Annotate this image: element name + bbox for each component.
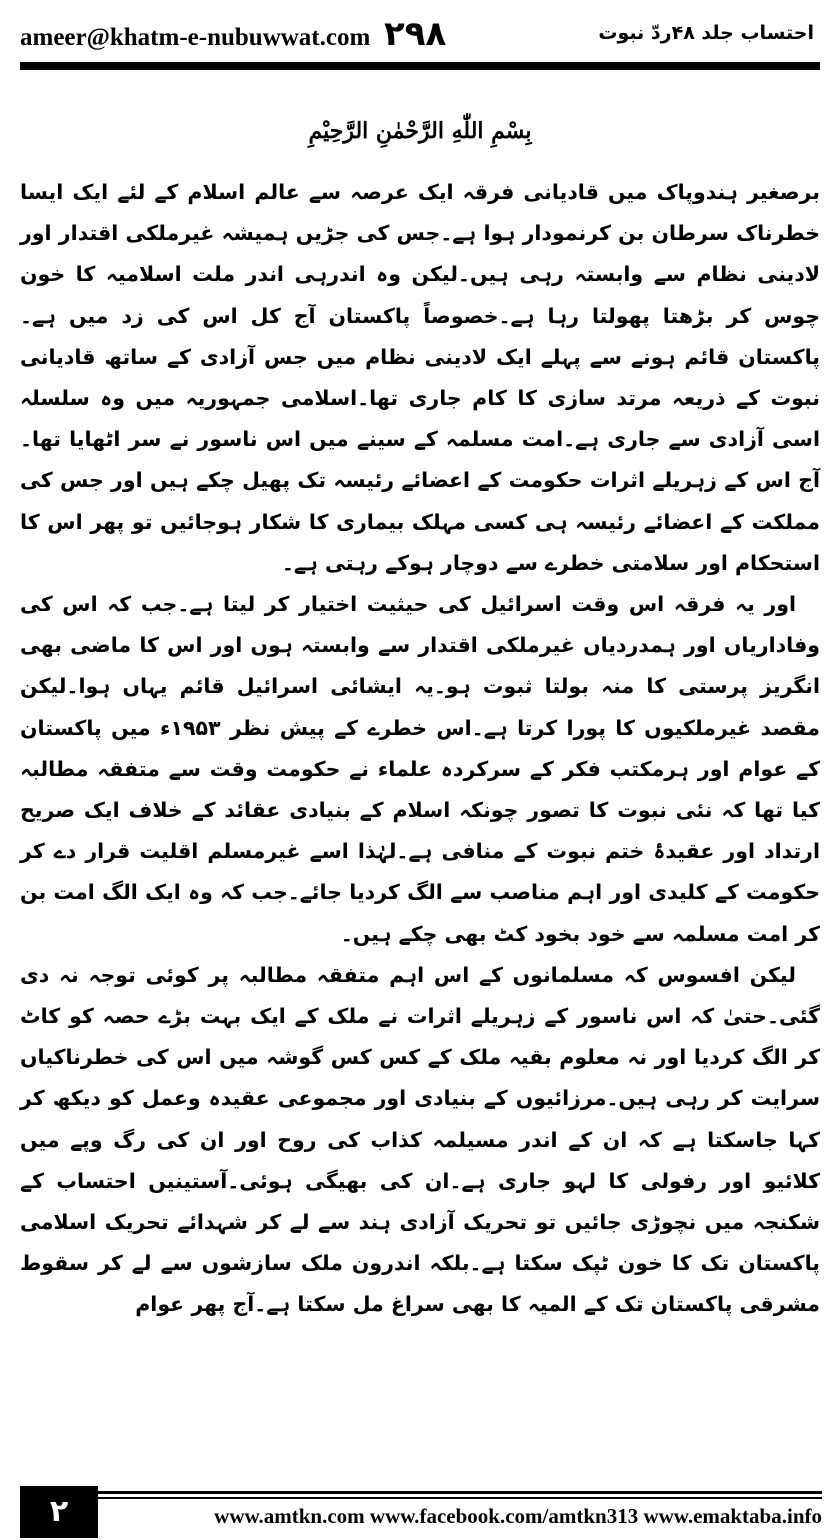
page-footer (0, 1484, 840, 1540)
footer-divider-bottom (98, 1497, 822, 1499)
page-header (0, 0, 840, 66)
bismillah-heading: بِسْمِ اللّٰهِ الرَّحْمٰنِ الرَّحِيْمِ (308, 118, 532, 144)
header-page-number: ۲۹۸ (384, 14, 447, 54)
header-divider (20, 62, 820, 70)
header-email: ameer@khatm-e-nubuwwat.com (20, 24, 371, 51)
header-title: احتساب جلد ۴۸ردّ نبوت (598, 22, 814, 44)
paragraph-2: اور یہ فرقہ اس وقت اسرائیل کی حیثیت اختیار کر لیتا ہے۔جب کہ اس کی وفاداریاں اور ہمدردیاں غیرملکی اقتدار سے وابستہ ہوں اور اس کا ماضی بھی انگریز پرستی کا منہ بولتا ثبوت ہو۔یہ ایشائی اسرائیل قائم یہاں ہوا۔لیکن مقصد غیرملکیوں کا پورا کرتا ہے۔اس خطرے کے پیش نظر ۱۹۵۳ء میں پاکستان کے عوام اور ہرمکتب فکر کے سرکردہ علماء نے حکومت وقت سے متفقہ مطالبہ کیا تھا کہ نئی نبوت کا تصور چونکہ اسلام کے بنیادی عقائد کے خلاف ایک صریح ارتداد اور عقیدۂ ختم نبوت کے منافی ہے۔لہٰذا اسے غیرمسلم اقلیت قرار دے کر حکومت کے کلیدی اور اہم مناصب سے الگ کردیا جائے۔جب کہ وہ ایک الگ امت بن کر امت مسلمہ سے خود بخود کٹ بھی چکے ہیں۔ (20, 592, 820, 946)
article-body (20, 172, 820, 1326)
paragraph-3: لیکن افسوس کہ مسلمانوں کے اس اہم متفقہ مطالبہ پر کوئی توجہ نہ دی گئی۔حتیٰ کہ اس ناسور کے زہریلے اثرات نے ملک کے ایک بہت بڑے حصہ کو کاٹ کر الگ کردیا اور نہ معلوم بقیہ ملک کے کس کس گوشہ میں اس کی خطرناکیاں سرایت کر رہی ہیں۔مرزائیوں کے بنیادی اور مجموعی عقیدہ وعمل کو دیکھ کر کہا جاسکتا ہے کہ ان کے اندر مسیلمہ کذاب کی روح اور ان کی رگ وپے میں کلائیو اور رفولی کا لہو جاری ہے۔ان کی بھیگی ہوئی۔آستینیں احتساب کے شکنجہ میں نچوڑی جائیں تو تحریک آزادی ہند سے لے کر شہدائے تحریک اسلامی پاکستان تک کا خون ٹپک سکتا ہے۔بلکہ اندرون ملک سازشوں سے لے کر سقوط مشرقی پاکستان تک کے المیہ کا بھی سراغ مل سکتا ہے۔آج پھر عوام (20, 962, 820, 1317)
paragraph-1: برصغیر ہندوپاک میں قادیانی فرقہ ایک عرصہ سے عالم اسلام کے لئے ایک ایسا خطرناک سرطان بن کرنمودار ہوا ہے۔جس کی جڑیں ہمیشہ غیرملکی اقتدار اور لادینی نظام سے وابستہ رہی ہیں۔لیکن وہ اندرہی اندر ملت اسلامیہ کا خون چوس کر بڑھتا پھولتا رہا ہے۔خصوصاً پاکستان آج کل اس کی زد میں ہے۔ پاکستان قائم ہونے سے پہلے ایک لادینی نظام میں جس آزادی کے ساتھ قادیانی نبوت کے ذریعہ مرتد سازی کا کام جاری تھا۔اسلامی جمہوریہ میں وہ سلسلہ اسی آزادی سے جاری ہے۔امت مسلمہ کے سینے میں اس ناسور نے سر اٹھایا تھا۔آج اس کے زہریلے اثرات حکومت کے اعضائے رئیسہ تک پھیل چکے ہیں اور جس کی مملکت کے اعضائے رئیسہ ہی کسی مہلک بیماری کا شکار ہوجائیں تو پھر اس کا استحکام اور سلامتی خطرے سے دوچار ہوکے رہتی ہے۔ (20, 180, 820, 575)
footer-divider-top (98, 1491, 822, 1494)
footer-page-number: ۲ (49, 1494, 69, 1529)
footer-links: www.amtkn.com www.facebook.com/amtkn313 www.emaktaba.info (214, 1504, 822, 1528)
